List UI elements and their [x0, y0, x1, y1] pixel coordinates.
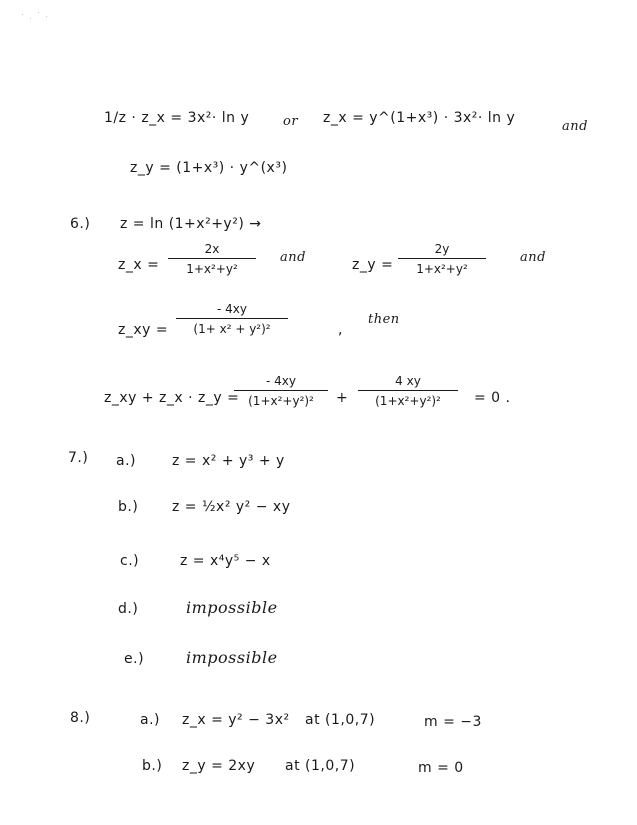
problem-6-given: z = ln (1+x²+y²) →: [120, 216, 262, 232]
intro-line2: z_y = (1+x³) · y^(x³): [130, 160, 288, 176]
sum-numerator-2: 4 xy: [395, 374, 421, 388]
then: then: [368, 312, 400, 327]
p7-b-tag: b.): [118, 499, 139, 515]
zxy-numerator: - 4xy: [217, 302, 247, 316]
p8-a-point: at (1,0,7): [305, 712, 376, 728]
sum-fraction-1: [234, 374, 328, 408]
problem-7-label: 7.): [68, 450, 89, 466]
p8-b-slope: m = 0: [418, 760, 464, 776]
p8-a-tag: a.): [140, 712, 160, 728]
problem-8-label: 8.): [70, 710, 91, 726]
intro-and: and: [562, 119, 588, 134]
p8-a-text: z_x = y² − 3x²: [182, 712, 290, 728]
p7-b-text: z = ½x² y² − xy: [172, 499, 291, 515]
sum-denominator-2: (1+x²+y²)²: [375, 394, 441, 408]
zx-fraction: [168, 242, 256, 276]
sum-denominator-1: (1+x²+y²)²: [248, 394, 314, 408]
p7-c-tag: c.): [120, 553, 140, 569]
and-2: and: [520, 250, 546, 265]
p8-b-tag: b.): [142, 758, 163, 774]
zx-denominator: 1+x²+y²: [186, 262, 238, 276]
p8-b-point: at (1,0,7): [285, 758, 356, 774]
zxy-lhs: z_xy =: [118, 322, 169, 338]
zy-denominator: 1+x²+y²: [416, 262, 468, 276]
p7-e-tag: e.): [124, 651, 145, 667]
zx-numerator: 2x: [204, 242, 220, 256]
p7-a-text: z = x² + y³ + y: [172, 453, 285, 469]
comma: ,: [338, 322, 343, 338]
intro-or: or: [283, 114, 299, 129]
p7-d-text: impossible: [186, 598, 278, 617]
and-1: and: [280, 250, 306, 265]
zy-fraction: [398, 242, 486, 276]
zx-lhs: z_x =: [118, 257, 160, 273]
p7-e-text: impossible: [186, 648, 278, 667]
equals-zero: = 0 .: [474, 390, 511, 406]
p8-a-slope: m = −3: [424, 714, 482, 730]
intro-line1-left: 1/z · z_x = 3x²· ln y: [104, 110, 250, 126]
intro-line1-right: z_x = y^(1+x³) · 3x²· ln y: [323, 110, 516, 126]
sum-lhs: z_xy + z_x · z_y =: [104, 390, 240, 406]
problem-6-label: 6.): [70, 216, 91, 232]
p7-c-text: z = x⁴y⁵ − x: [180, 553, 271, 569]
zy-lhs: z_y =: [352, 257, 394, 273]
sum-fraction-2: [358, 374, 458, 408]
p8-b-text: z_y = 2xy: [182, 758, 256, 774]
zy-numerator: 2y: [434, 242, 450, 256]
p7-a-tag: a.): [116, 453, 136, 469]
p7-d-tag: d.): [118, 601, 139, 617]
sum-numerator-1: - 4xy: [266, 374, 296, 388]
plus-sign: +: [336, 390, 349, 406]
zxy-fraction: [176, 302, 288, 336]
zxy-denominator: (1+ x² + y²)²: [193, 322, 271, 336]
